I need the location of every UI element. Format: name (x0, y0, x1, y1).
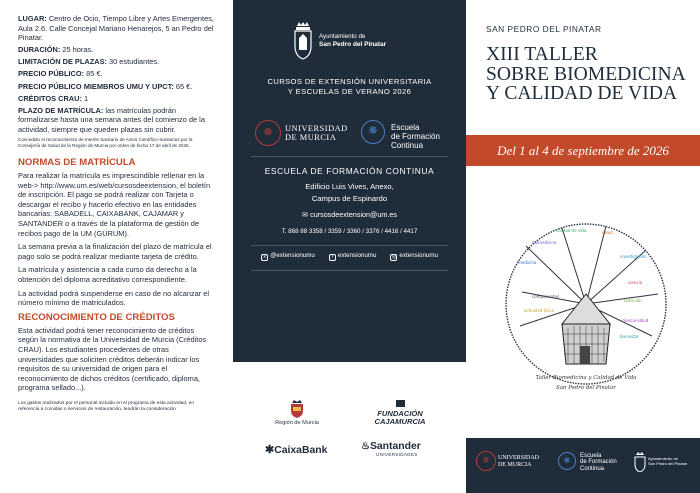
phone-numbers: T. 868 88 3358 / 3359 / 3360 / 3376 / 4416 / 4417 (281, 228, 418, 235)
escuela-formacion-logo-icon: ❋ (361, 120, 385, 144)
patrocinan-heading: Patrocinan (324, 373, 375, 383)
gastos-note: Los gastos realizados por el personal incluido en el programa de esta actividad, en referencia a comidas o servicios de restauración, tendrán la consideración (18, 400, 194, 412)
envelope-icon: ✉ (302, 210, 309, 219)
address: Edificio Luis Vives, Anexo, Campus de Espinardo (305, 182, 394, 203)
santander-flame-icon: ♨ (361, 441, 370, 452)
santander-logo: ♨Santander UNIVERSIDADES (361, 441, 421, 457)
ray-label: componentes (532, 294, 560, 299)
plazo-row: PLAZO DE MATRÍCULA: las matrículas podrán formalizarse hasta una semana antes del comienzo de la actividad, siempre que queden plazas sin cubrir. (18, 105, 205, 134)
illustration-caption: San Pedro del Pinatar (556, 385, 616, 391)
ray-label: calidad de vida (556, 228, 587, 233)
ray-label: ciencia (628, 280, 643, 285)
reconocimiento-paragraph: Esta actividad podrá tener reconocimiento de créditos según la normativa de la Universidad de Murcia (Créditos CRAU). Los estudiantes procedentes de otras universidades que soliciten créditos deberán indicar los requisitos de su universidad de origen para el reconocimiento de dichos créditos (certificado, diploma, programa sellado...). (18, 325, 207, 393)
universidad-murcia-label: UNIVERSIDAD DE MURCIA (285, 124, 348, 142)
course-title: XIII TALLER SOBRE BIOMEDICINA Y CALIDAD DE VIDA (486, 44, 686, 104)
caixabank-star-icon: ✱ (265, 444, 275, 456)
footer-universidad-logo-icon: ✵ (476, 451, 496, 471)
escuela-title: ESCUELA DE FORMACIÓN CONTINUA (264, 166, 435, 176)
lugar-row: LUGAR: Centro de Ocio, Tiempo Libre y Artes Emergentes, Aula 2.6. Calle Concejal Mariano Henarejos, 5 an Pedro del Pinatar. (18, 14, 214, 43)
interes-note: Concedido el reconocimiento de Interés Sanitario de Actos Científico-Sanitarios por la Consejería de Salud de la Región de Murcia por orden de fecha 17 de abril de 2026. (18, 137, 193, 149)
normas-heading: NORMAS DE MATRÍCULA (18, 157, 136, 169)
fundacion-square-icon (396, 400, 405, 407)
ray-label: biomedicina (532, 240, 557, 245)
normas-paragraph: Para realizar la matrícula es imprescindible rellenar en la web-> http://www.um.es/web/cursosdeextension, el boletín de inscripción. El pago se podrá realizar con Tarjeta o descargar el recibo y hacerlo efectivo en las entidades bancarias: SABADELL, CAIXABANK, CAJAMAR y SANTANDER o a través de la plataforma de gestión de recibos pago de la UM (GURUM). (18, 171, 211, 238)
middle-panel (233, 0, 466, 493)
precio-row: PRECIO PÚBLICO: 85 €. (18, 69, 103, 79)
illustration-caption: Taller Biomedicina y Calidad de Vida (535, 375, 637, 381)
footer-escuela-logo-icon: ❋ (558, 452, 576, 470)
fundacion-cajamurcia-logo: FUNDACIÓN CAJAMURCIA (365, 400, 435, 426)
footer-escuela-label: Escuela de Formación Continua (580, 453, 617, 472)
institution-logos (233, 117, 466, 151)
footer-ayuntamiento-crest-icon (634, 452, 646, 472)
place-label: SAN PEDRO DEL PINATAR (486, 24, 602, 34)
facebook-icon: f (329, 254, 336, 261)
divider (251, 270, 448, 271)
region-murcia-crest-icon (290, 400, 304, 418)
ray-label: ciencia-salud (622, 318, 649, 323)
reconocimiento-heading: RECONOCIMIENTO DE CRÉDITOS (18, 311, 175, 323)
illustration-windmill (502, 186, 670, 420)
ray-label: bienestar (620, 334, 639, 339)
date-band: Del 1 al 4 de septiembre de 2026 (466, 135, 700, 166)
normas-paragraph: La semana previa a la finalización del plazo de matrícula el pago solo se podrá realizar mediante tarjeta de crédito. (18, 242, 212, 261)
cursos-heading: CURSOS DE EXTENSIÓN UNIVERSITARIA Y ESCUELAS DE VERANO 2026 (267, 77, 432, 96)
left-panel (0, 0, 233, 493)
social-x[interactable]: x @extensionumu (261, 252, 315, 261)
footer-ayuntamiento-label: Ayuntamiento de San Pedro del Pinatar (648, 456, 688, 466)
normas-paragraph: La actividad podrá suspenderse en caso de no alcanzar el número mínimo de matriculados. (18, 288, 210, 308)
right-panel (466, 0, 700, 493)
caixabank-logo: ✱CaixaBank (265, 444, 328, 456)
social-links (233, 252, 466, 261)
limitacion-row: LIMITACIÓN DE PLAZAS: 30 estudiantes. (18, 57, 160, 67)
normas-paragraph: La matrícula y asistencia a cada curso da derecho a la obtención del diploma acreditativo correspondiente. (18, 265, 197, 284)
ray-label: nutrición (624, 298, 642, 303)
region-murcia-logo: Región de Murcia (267, 400, 327, 426)
divider (251, 245, 448, 246)
creditos-row: CRÉDITOS CRAU: 1 (18, 93, 89, 103)
universidad-murcia-logo-icon: ✵ (255, 120, 281, 146)
footer-universidad-label: UNIVERSIDAD DE MURCIA (498, 455, 539, 468)
escuela-formacion-label: Escuela de Formación Continua (391, 123, 440, 150)
ray-label: investigación (620, 254, 647, 259)
duracion-row: DURACIÓN: 25 horas. (18, 45, 94, 55)
ray-label: actividad física (524, 308, 554, 313)
social-facebook[interactable]: f extensionumu (329, 252, 377, 261)
instagram-icon: ◎ (391, 254, 397, 260)
ayuntamiento-crest-icon (293, 22, 313, 60)
ayuntamiento-label: Ayuntamiento de San Pedro del Pinatar (319, 33, 387, 48)
ray-label: salud (602, 230, 613, 235)
divider (251, 156, 448, 157)
social-instagram[interactable]: ◎ extensionumu (391, 252, 438, 260)
ray-label: medicina (518, 260, 537, 265)
x-icon: x (261, 254, 268, 261)
email-contact[interactable]: ✉ cursosdeextension@um.es (302, 210, 397, 219)
precio-umu-row: PRECIO PÚBLICO MIEMBROS UMU Y UPCT: 65 €. (18, 81, 193, 91)
